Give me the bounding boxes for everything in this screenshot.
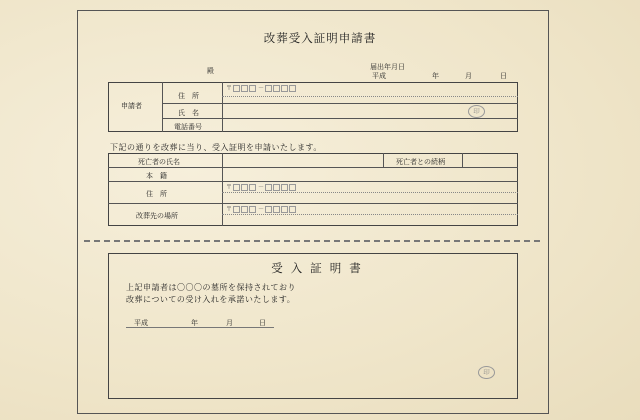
applicant-name-field[interactable] <box>224 105 464 117</box>
addressee-suffix: 殿 <box>207 67 214 75</box>
destination-address-field[interactable] <box>224 216 514 225</box>
deceased-address-field[interactable] <box>224 194 514 202</box>
reburial-destination-label: 改葬先の場所 <box>136 212 178 220</box>
relationship-label: 死亡者との続柄 <box>396 158 445 166</box>
request-statement: 下記の通りを改葬に当り、受入証明を申請いたします。 <box>110 143 322 152</box>
applicant-section-label: 申請者 <box>121 102 142 110</box>
deceased-name-field[interactable] <box>224 155 379 166</box>
form-title: 改葬受入証明申請書 <box>263 31 377 45</box>
submission-date-month[interactable]: 月 <box>465 72 472 80</box>
applicant-phone-field[interactable] <box>224 120 514 131</box>
applicant-address-label: 住 所 <box>178 92 199 100</box>
relationship-field[interactable] <box>464 155 516 166</box>
applicant-seal-mark: 印 <box>468 105 485 118</box>
certificate-date-year[interactable]: 年 <box>191 319 198 327</box>
deceased-address-label: 住 所 <box>146 190 167 198</box>
domicile-label: 本 籍 <box>146 172 167 180</box>
cut-line <box>84 240 540 242</box>
applicant-postal-field[interactable]: 〒 － <box>226 83 296 92</box>
deceased-postal-field[interactable]: 〒 － <box>226 182 296 191</box>
submission-date-era[interactable]: 平成 <box>372 72 386 80</box>
certificate-date-era[interactable]: 平成 <box>134 319 148 327</box>
submission-date-day[interactable]: 日 <box>500 72 507 80</box>
certificate-seal-mark: 印 <box>478 366 495 379</box>
applicant-address-field[interactable] <box>224 97 514 103</box>
certificate-line-2: 改葬についての受け入れを承諾いたします。 <box>126 295 296 304</box>
domicile-field[interactable] <box>224 169 514 180</box>
certificate-date-underline <box>126 327 274 328</box>
destination-postal-field[interactable]: 〒 － <box>226 204 296 213</box>
applicant-phone-label: 電話番号 <box>174 123 202 131</box>
deceased-name-label: 死亡者の氏名 <box>138 158 180 166</box>
certificate-date-day[interactable]: 日 <box>259 319 266 327</box>
certificate-title: 受入証明書 <box>271 261 369 275</box>
certificate-date-month[interactable]: 月 <box>226 319 233 327</box>
applicant-name-label: 氏 名 <box>178 109 199 117</box>
certificate-line-1: 上記申請者は〇〇〇の墓所を保持されており <box>126 283 296 292</box>
submission-date-year[interactable]: 年 <box>432 72 439 80</box>
submission-date-label: 届出年月日 <box>370 63 405 71</box>
